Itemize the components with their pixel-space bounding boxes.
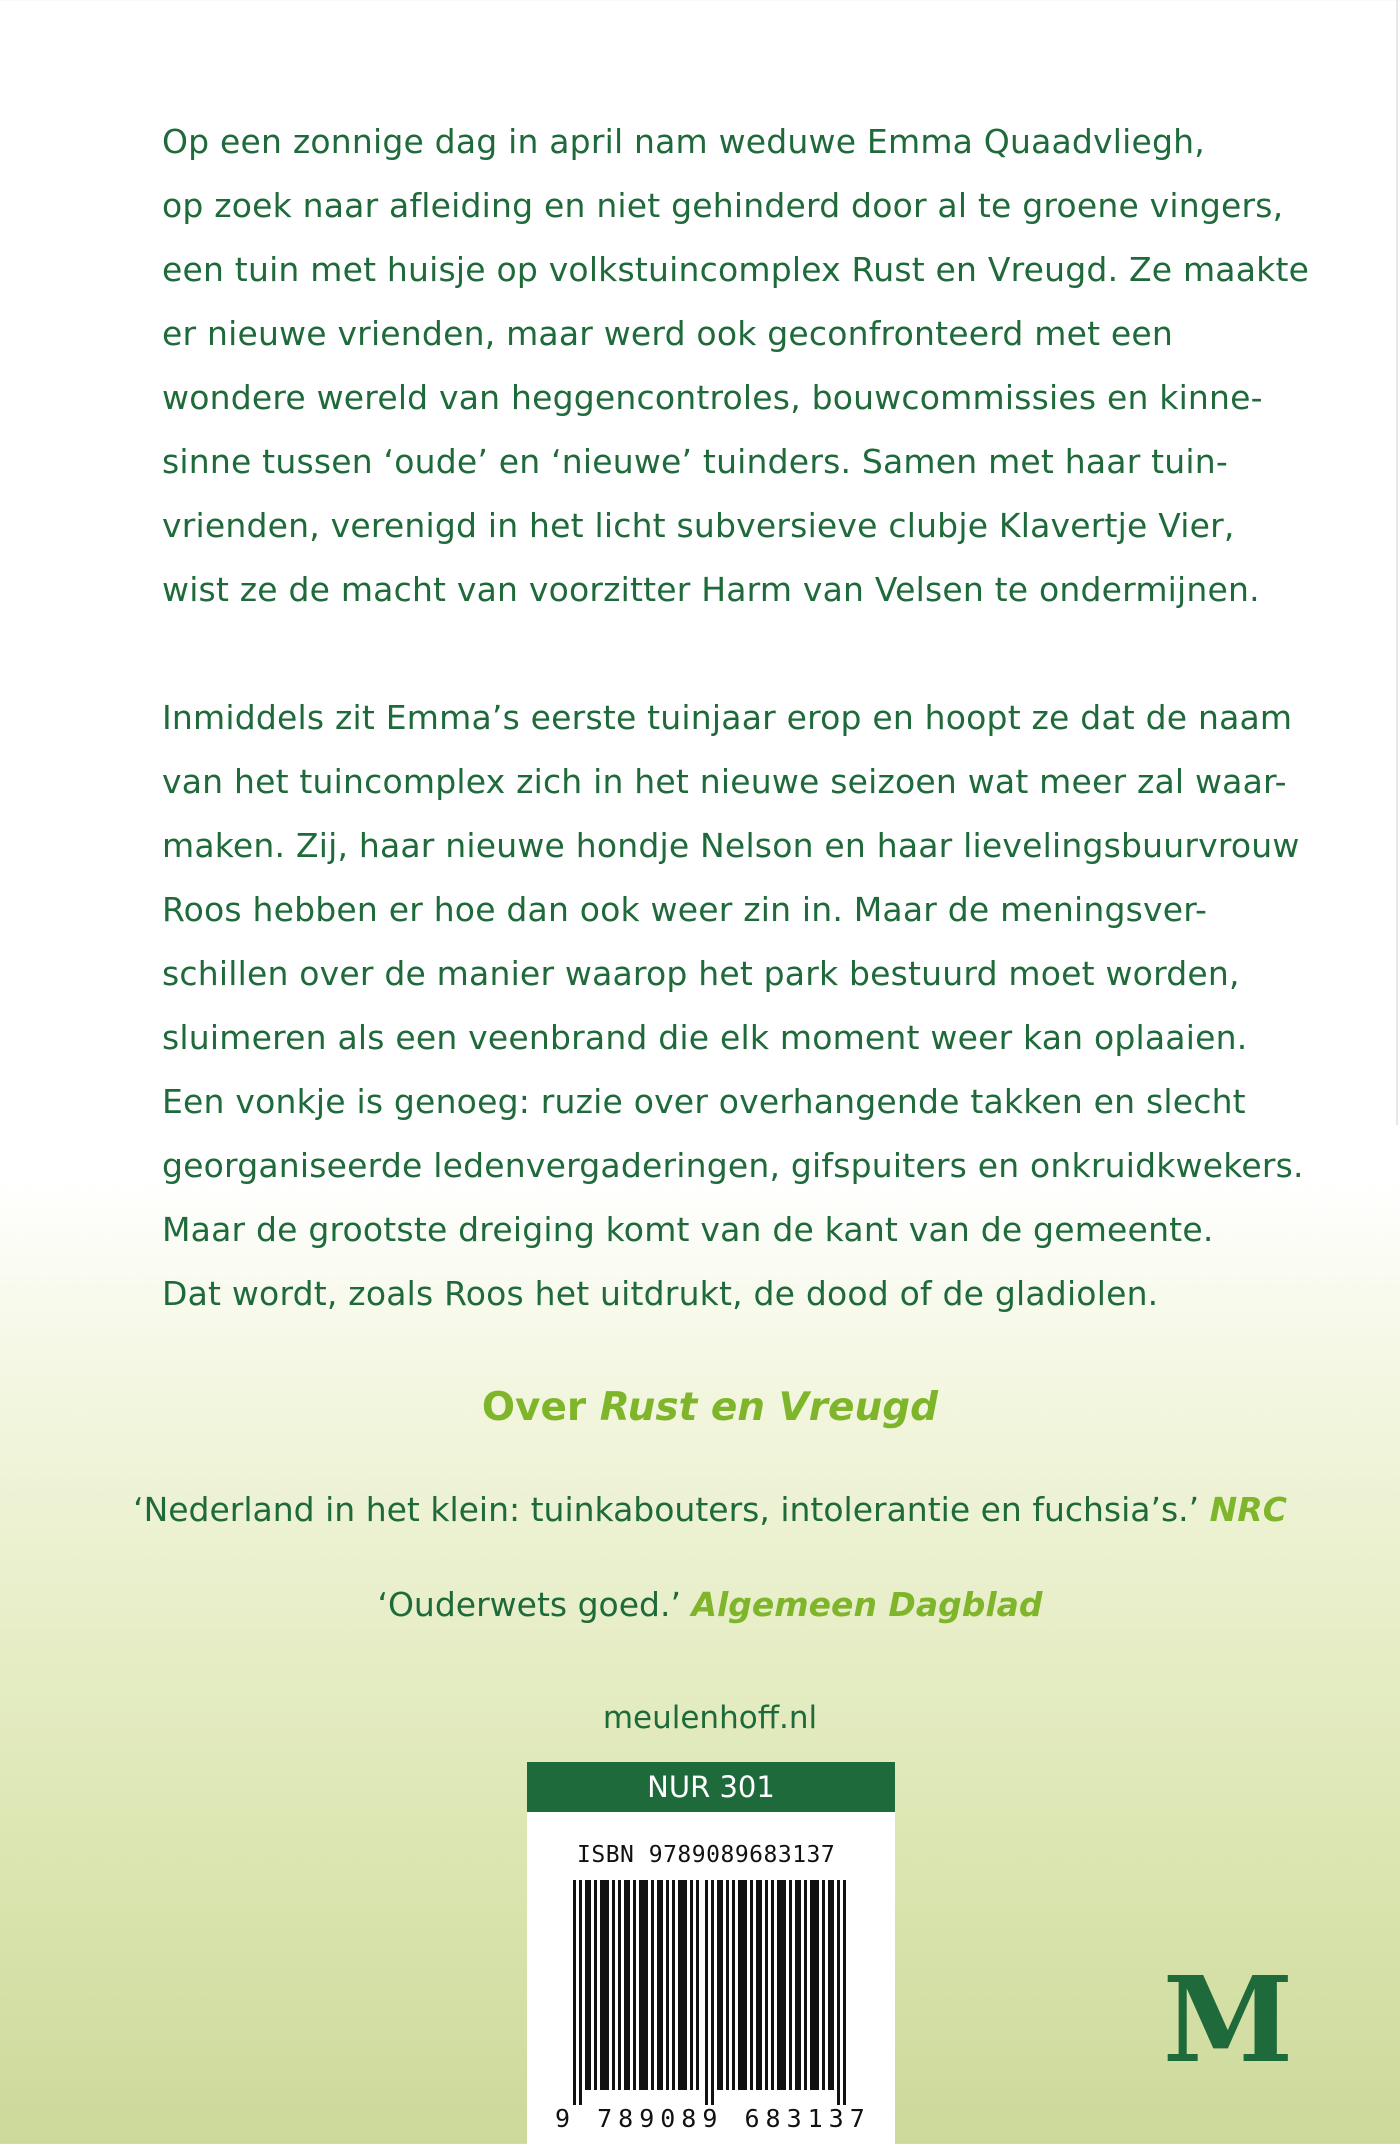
review-quote-2 (0, 1585, 1400, 1624)
blurb-paragraph-1 (162, 110, 1310, 622)
isbn-label: ISBN 9789089683137 (577, 1842, 836, 1868)
blurb-line: schillen over de manier waarop het park bestuurd moet worden, (162, 954, 1240, 993)
barcode-icon (573, 1880, 849, 2105)
blurb-line: wondere wereld van heggencontroles, bouwcommissies en kinne- (162, 378, 1263, 417)
blurb-line: Op een zonnige dag in april nam weduwe Emma Quaadvliegh, (162, 122, 1205, 161)
quote-text: ‘Ouderwets goed.’ (377, 1585, 681, 1624)
blurb-line: Roos hebben er hoe dan ook weer zin in. Maar de meningsver- (162, 890, 1208, 929)
nur-code-label: NUR 301 (527, 1762, 895, 1812)
blurb-line: Maar de grootste dreiging komt van de kant van de gemeente. (162, 1210, 1214, 1249)
blurb-line: er nieuwe vrienden, maar werd ook geconfronteerd met een (162, 314, 1174, 353)
blurb-paragraph-2 (162, 686, 1302, 1326)
reviews-heading-title: Rust en Vreugd (599, 1385, 939, 1430)
blurb-line: vrienden, verenigd in het licht subversieve clubje Klavertje Vier, (162, 506, 1235, 545)
blurb-line: Inmiddels zit Emma’s eerste tuinjaar erop en hoopt ze dat de naam (162, 698, 1293, 737)
review-quote-1 (0, 1490, 1400, 1529)
blurb-line: op zoek naar afleiding en niet gehinderd door al te groene vingers, (162, 186, 1284, 225)
ean-digits: 9 789089 683137 (555, 2104, 871, 2133)
barcode-box (527, 1812, 895, 2144)
blurb-line: sluimeren als een veenbrand die elk moment weer kan oplaaien. (162, 1018, 1248, 1057)
blurb-line: sinne tussen ‘oude’ en ‘nieuwe’ tuinders. Samen met haar tuin- (162, 442, 1229, 481)
blurb-line: Dat wordt, zoals Roos het uitdrukt, de dood of de gladiolen. (162, 1274, 1159, 1313)
quote-source: Algemeen Dagblad (691, 1585, 1043, 1624)
blurb-line: georganiseerde ledenvergaderingen, gifspuiters en onkruidkwekers. (162, 1146, 1304, 1185)
blurb-line: maken. Zij, haar nieuwe hondje Nelson en haar lievelingsbuurvrouw (162, 826, 1300, 865)
quote-text: ‘Nederland in het klein: tuinkabouters, intolerantie en fuchsia’s.’ (133, 1490, 1200, 1529)
quote-source: NRC (1209, 1490, 1287, 1529)
blurb-line: wist ze de macht van voorzitter Harm van Velsen te ondermijnen. (162, 570, 1260, 609)
publisher-website: meulenhoff.nl (602, 1700, 818, 1736)
blurb-line: Een vonkje is genoeg: ruzie over overhangende takken en slecht (162, 1082, 1246, 1121)
publisher-logo: M (1162, 1950, 1294, 2089)
blurb-line: een tuin met huisje op volkstuincomplex Rust en Vreugd. Ze maakte (162, 250, 1310, 289)
reviews-heading (0, 1385, 1400, 1430)
blurb-line: van het tuincomplex zich in het nieuwe seizoen wat meer zal waar- (162, 762, 1287, 801)
reviews-heading-prefix: Over (481, 1385, 600, 1430)
cover-edge-line (1396, 0, 1398, 1125)
blurb-text (162, 110, 1310, 1326)
